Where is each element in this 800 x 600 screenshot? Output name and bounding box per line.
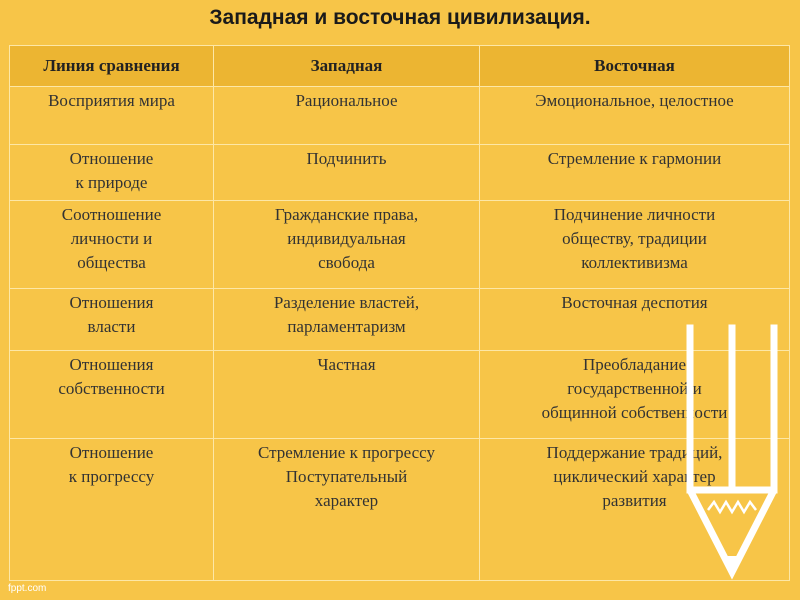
- header-criterion: Линия сравнения: [10, 46, 214, 87]
- table-header-row: [10, 46, 790, 87]
- cell-eastern: Восточная деспотия: [480, 289, 790, 351]
- cell-western: Рациональное: [214, 87, 480, 145]
- cell-criterion: Отношения власти: [10, 289, 214, 351]
- cell-western: Частная: [214, 351, 480, 439]
- header-eastern: Восточная: [480, 46, 790, 87]
- cell-criterion: Отношения собственности: [10, 351, 214, 439]
- cell-western: Стремление к прогрессу Поступательный характер: [214, 439, 480, 581]
- watermark: fppt.com: [8, 583, 47, 594]
- cell-eastern: Преобладание государственной и общинной собственности: [480, 351, 790, 439]
- table-row: [10, 439, 790, 581]
- table-row: [10, 201, 790, 289]
- header-western: Западная: [214, 46, 480, 87]
- page-title: Западная и восточная цивилизация.: [209, 6, 591, 29]
- cell-western: Разделение властей, парламентаризм: [214, 289, 480, 351]
- cell-western: Гражданские права, индивидуальная свобода: [214, 201, 480, 289]
- cell-criterion: Соотношение личности и общества: [10, 201, 214, 289]
- cell-eastern: Стремление к гармонии: [480, 145, 790, 201]
- cell-eastern: Эмоциональное, целостное: [480, 87, 790, 145]
- table-row: [10, 351, 790, 439]
- cell-eastern: Поддержание традиций, циклический характер развития: [480, 439, 790, 581]
- cell-eastern: Подчинение личности обществу, традиции коллективизма: [480, 201, 790, 289]
- cell-criterion: Отношение к прогрессу: [10, 439, 214, 581]
- table-row: [10, 87, 790, 145]
- table-row: [10, 145, 790, 201]
- cell-western: Подчинить: [214, 145, 480, 201]
- table-row: [10, 289, 790, 351]
- cell-criterion: Отношение к природе: [10, 145, 214, 201]
- cell-criterion: Восприятия мира: [10, 87, 214, 145]
- comparison-table: [9, 45, 789, 580]
